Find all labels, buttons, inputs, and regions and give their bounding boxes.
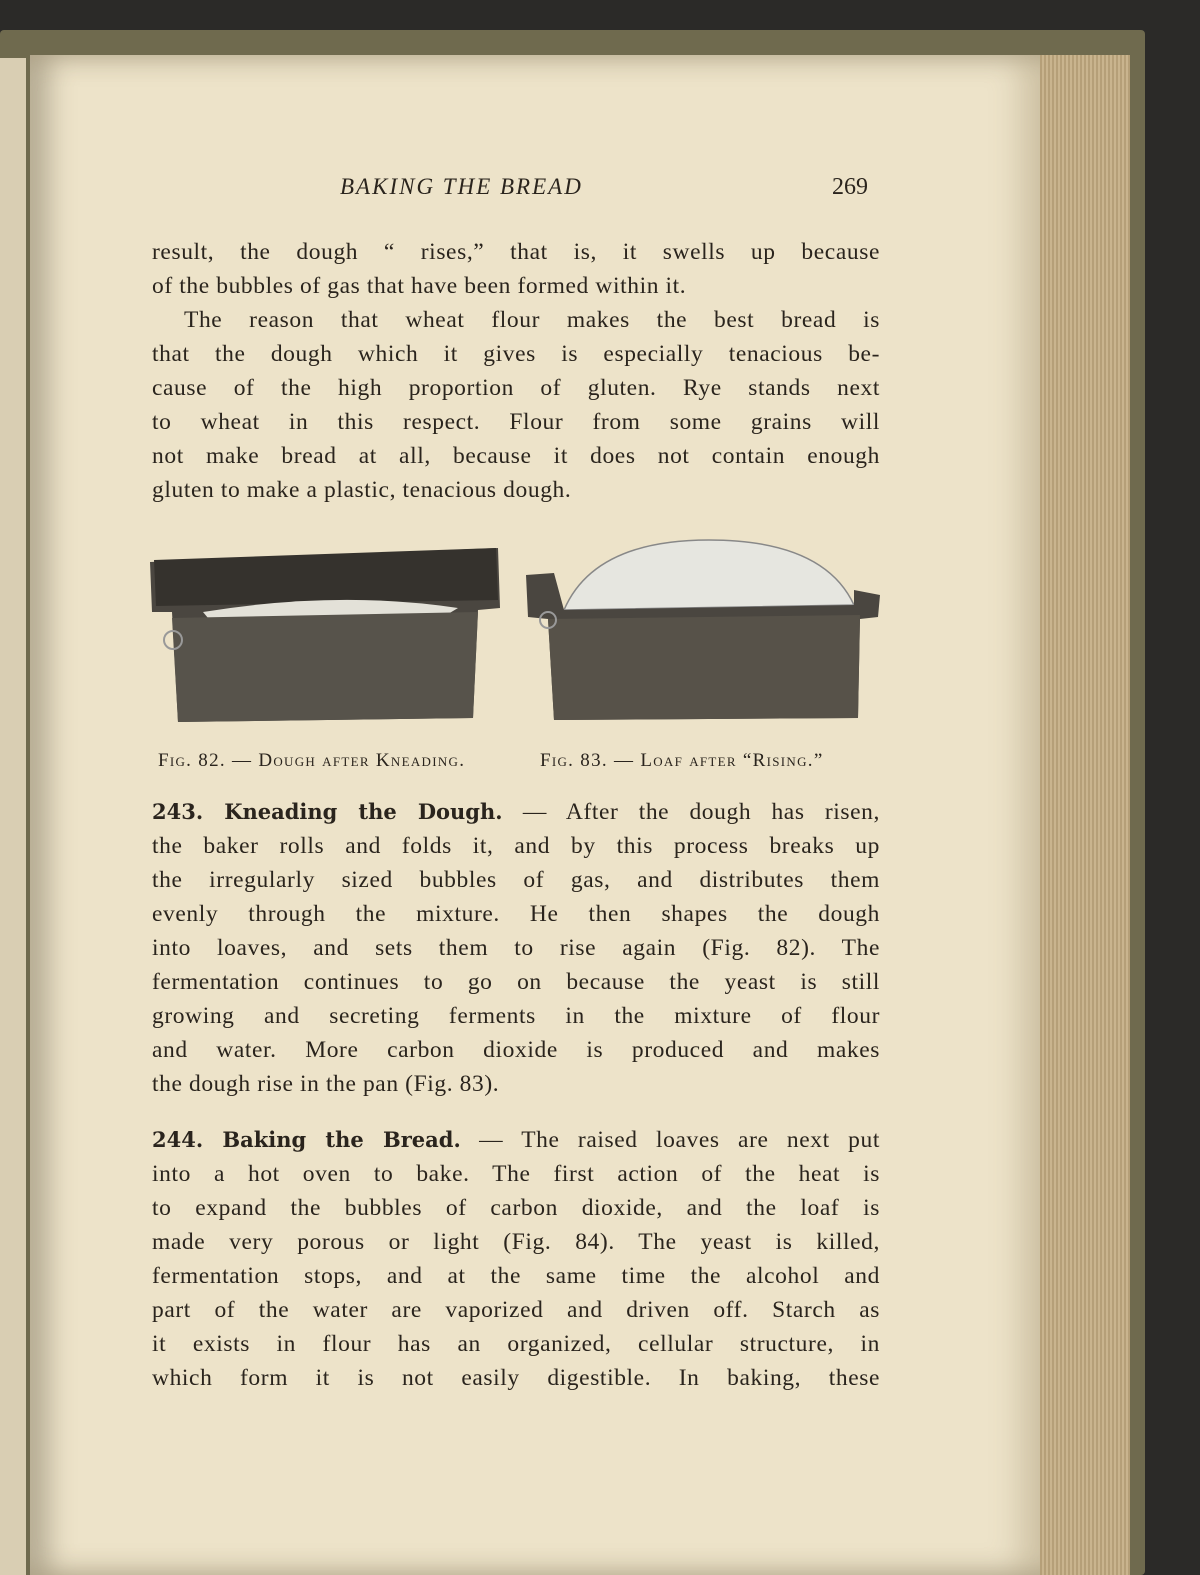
text-line: of the bubbles of gas that have been formed within it.	[152, 273, 687, 299]
text-line: to expand the bubbles of carbon dioxide, and the loaf is	[152, 1195, 880, 1221]
text-line: into loaves, and sets them to rise again (Fig. 82). The	[152, 935, 880, 961]
figure-83-loaf-after-rising	[524, 535, 882, 725]
left-page-edge	[0, 58, 26, 1575]
text-line: growing and secreting ferments in the mixture of flour	[152, 1003, 880, 1029]
section243-first-line	[152, 795, 880, 829]
text-line: to wheat in this respect. Flour from some grains will	[152, 409, 880, 435]
text-line: — After the dough has risen,	[522, 799, 880, 825]
section-heading: 243. Kneading the Dough.	[152, 799, 503, 824]
text-line: the baker rolls and folds it, and by this process breaks up	[152, 833, 880, 859]
section244-first-line	[152, 1123, 880, 1157]
text-line: evenly through the mixture. He then shapes the dough	[152, 901, 880, 927]
page-number: 269	[832, 174, 868, 200]
figure-82-dough-after-kneading	[148, 540, 503, 725]
text-line: which form it is not easily digestible. In baking, these	[152, 1365, 880, 1391]
text-line: part of the water are vaporized and driven off. Starch as	[152, 1297, 880, 1323]
text-line: The reason that wheat flour makes the best bread is	[184, 307, 880, 333]
text-line: result, the dough “ rises,” that is, it swells up because	[152, 239, 880, 265]
text-line: and water. More carbon dioxide is produced and makes	[152, 1037, 880, 1063]
text-line: fermentation continues to go on because the yeast is still	[152, 969, 880, 995]
section-heading: 244. Baking the Bread.	[152, 1127, 461, 1152]
running-title: BAKING THE BREAD	[340, 174, 583, 199]
figure-82-caption: Fig. 82. — Dough after Kneading.	[158, 750, 466, 771]
figure-83-caption: Fig. 83. — Loaf after “Rising.”	[540, 750, 824, 771]
text-line: the irregularly sized bubbles of gas, and distributes them	[152, 867, 880, 893]
text-line: fermentation stops, and at the same time the alcohol and	[152, 1263, 880, 1289]
text-line: made very porous or light (Fig. 84). The yeast is killed,	[152, 1229, 880, 1255]
text-line: not make bread at all, because it does not contain enough	[152, 443, 880, 469]
text-line: into a hot oven to bake. The first action of the heat is	[152, 1161, 880, 1187]
text-line: cause of the high proportion of gluten. Rye stands next	[152, 375, 880, 401]
text-line: that the dough which it gives is especially tenacious be-	[152, 341, 880, 367]
text-line: the dough rise in the pan (Fig. 83).	[152, 1071, 500, 1097]
page-edges	[1030, 55, 1130, 1575]
text-line: it exists in flour has an organized, cellular structure, in	[152, 1331, 880, 1357]
text-line: — The raised loaves are next put	[479, 1127, 880, 1153]
text-line: gluten to make a plastic, tenacious dough.	[152, 477, 572, 503]
